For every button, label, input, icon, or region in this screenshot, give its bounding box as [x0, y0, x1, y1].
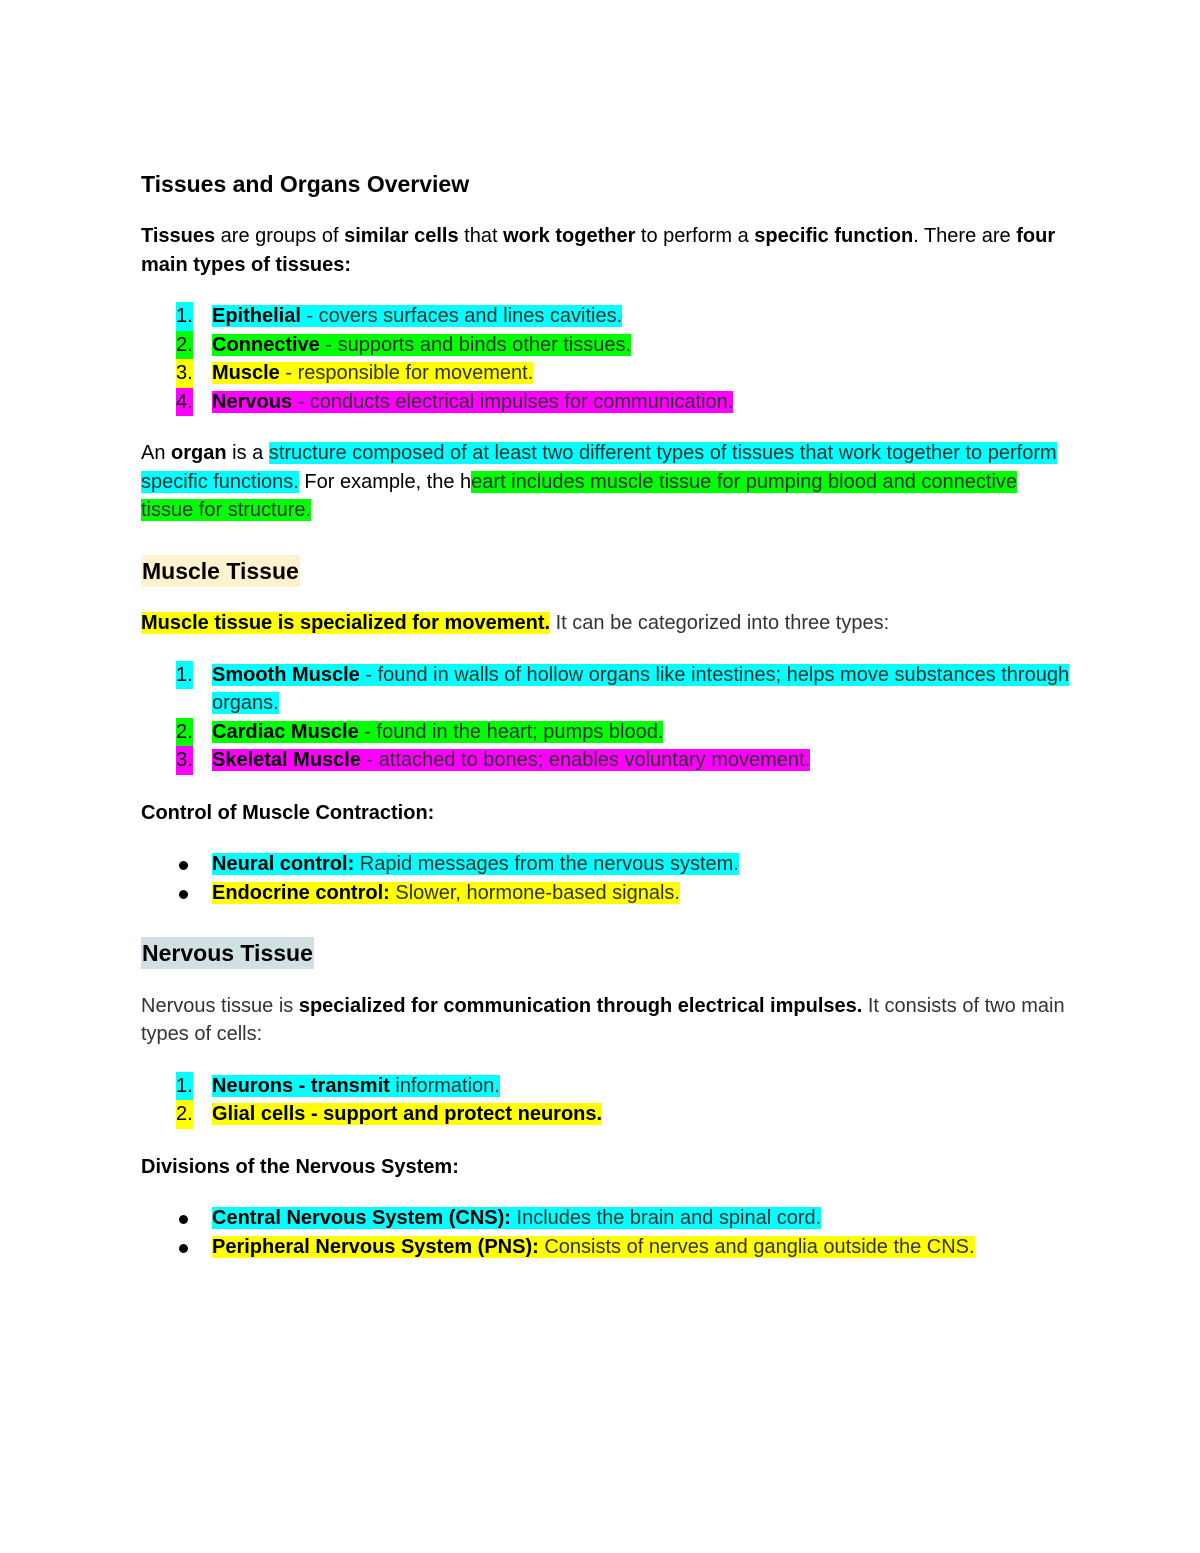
bullet-icon: [179, 890, 188, 899]
intro-term-specific-function: specific function: [754, 225, 914, 247]
list-number: 2.: [176, 331, 193, 360]
list-item: [141, 746, 1071, 775]
bullet-icon: [179, 861, 188, 870]
list-number: 3.: [176, 359, 193, 388]
muscle-lead-paragraph: [141, 609, 1071, 638]
tissue-desc: - covers surfaces and lines cavities.: [300, 305, 623, 327]
organ-paragraph: [141, 439, 1071, 525]
organ-text: For example, the h: [298, 470, 472, 493]
muscle-types-list: [141, 661, 1071, 775]
organ-term: organ: [171, 442, 227, 464]
division-desc: Includes the brain and spinal cord.: [510, 1207, 822, 1229]
nervous-lead-bold: specialized for communication through electrical impulses.: [298, 994, 863, 1017]
tissue-desc: - conducts electrical impulses for communication.: [292, 390, 734, 413]
list-number: 2.: [176, 718, 193, 747]
control-desc: Slower, hormone-based signals.: [389, 881, 680, 904]
nervous-cells-list: [141, 1072, 1071, 1129]
tissue-name: Nervous: [212, 390, 293, 413]
muscle-lead-text: It can be categorized into three types:: [550, 612, 890, 634]
organ-text: An: [141, 442, 172, 464]
organ-definition-highlight: structure composed of at least two different types of tissues that work together to perform specific functions.: [141, 442, 1057, 493]
section-heading-muscle: Muscle Tissue: [141, 555, 300, 587]
muscle-type-desc: - attached to bones; enables voluntary movement.: [360, 749, 811, 771]
list-number: 4.: [176, 388, 193, 417]
list-number: 3.: [176, 746, 193, 775]
division-name: Central Nervous System (CNS):: [212, 1207, 511, 1229]
document-page: [141, 160, 1071, 1261]
intro-term-work-together: work together: [503, 225, 636, 247]
bullet-icon: [179, 1215, 188, 1224]
section-heading-nervous: Nervous Tissue: [141, 937, 314, 969]
list-item: [141, 1100, 1071, 1129]
list-item: [141, 718, 1071, 747]
muscle-type-name: Smooth Muscle: [212, 663, 360, 686]
list-number: 2.: [176, 1100, 193, 1129]
page-title: Tissues and Organs Overview: [141, 171, 470, 197]
list-number: 1.: [176, 302, 193, 331]
list-number: 1.: [176, 661, 193, 690]
nervous-lead-text: Nervous tissue is: [141, 994, 299, 1017]
intro-text: . There are: [913, 225, 1017, 247]
muscle-type-desc: - found in the heart; pumps blood.: [358, 720, 664, 743]
tissue-desc: - supports and binds other tissues.: [319, 333, 632, 356]
divisions-list: [141, 1204, 1071, 1261]
cell-type-desc: information.: [389, 1074, 500, 1097]
list-item: [141, 1072, 1071, 1101]
tissue-types-list: [141, 302, 1071, 416]
list-item: [141, 879, 1071, 908]
muscle-type-desc: - found in walls of hollow organs like intestines; helps move substances through organs.: [212, 663, 1070, 714]
bullet-icon: [179, 1244, 188, 1253]
organ-example-highlight: eart includes muscle tissue for pumping blood and connective tissue for structure.: [141, 470, 1018, 521]
muscle-type-name: Skeletal Muscle: [212, 749, 361, 771]
intro-term-similar-cells: similar cells: [344, 225, 459, 247]
intro-text: that: [458, 225, 504, 247]
list-item: [141, 388, 1071, 417]
division-desc: Consists of nerves and ganglia outside the CNS.: [538, 1235, 975, 1258]
intro-paragraph: [141, 222, 1071, 279]
cell-type-name: Neurons - transmit: [212, 1074, 390, 1097]
muscle-type-name: Cardiac Muscle: [212, 720, 359, 743]
divisions-heading: Divisions of the Nervous System:: [141, 1155, 459, 1178]
muscle-lead-highlight: Muscle tissue is specialized for movement.: [141, 612, 551, 634]
control-desc: Rapid messages from the nervous system.: [354, 853, 739, 875]
tissue-name: Epithelial: [212, 305, 301, 327]
list-item: [141, 1233, 1071, 1262]
control-name: Endocrine control:: [212, 881, 390, 904]
intro-text: to perform a: [635, 225, 755, 247]
control-name: Neural control:: [212, 853, 355, 875]
organ-text: is a: [226, 442, 269, 464]
control-heading: Control of Muscle Contraction:: [141, 801, 435, 824]
nervous-lead-text: It consists of two main types of cells:: [141, 994, 1065, 1045]
intro-term-tissues: Tissues: [141, 225, 216, 247]
tissue-name: Muscle: [212, 362, 280, 384]
division-name: Peripheral Nervous System (PNS):: [212, 1235, 539, 1258]
nervous-lead-paragraph: [141, 992, 1071, 1049]
list-item: [141, 359, 1071, 388]
cell-type-name: Glial cells - support and protect neurons.: [212, 1103, 603, 1125]
intro-text: are groups of: [215, 225, 345, 247]
list-item: [141, 850, 1071, 879]
tissue-name: Connective: [212, 333, 320, 356]
list-number: 1.: [176, 1072, 193, 1101]
list-item: [141, 1204, 1071, 1233]
intro-term-four-types: four main types of tissues:: [141, 225, 1056, 276]
control-list: [141, 850, 1071, 907]
list-item: [141, 302, 1071, 331]
list-item: [141, 331, 1071, 360]
list-item: [141, 661, 1071, 718]
tissue-desc: - responsible for movement.: [279, 362, 534, 384]
